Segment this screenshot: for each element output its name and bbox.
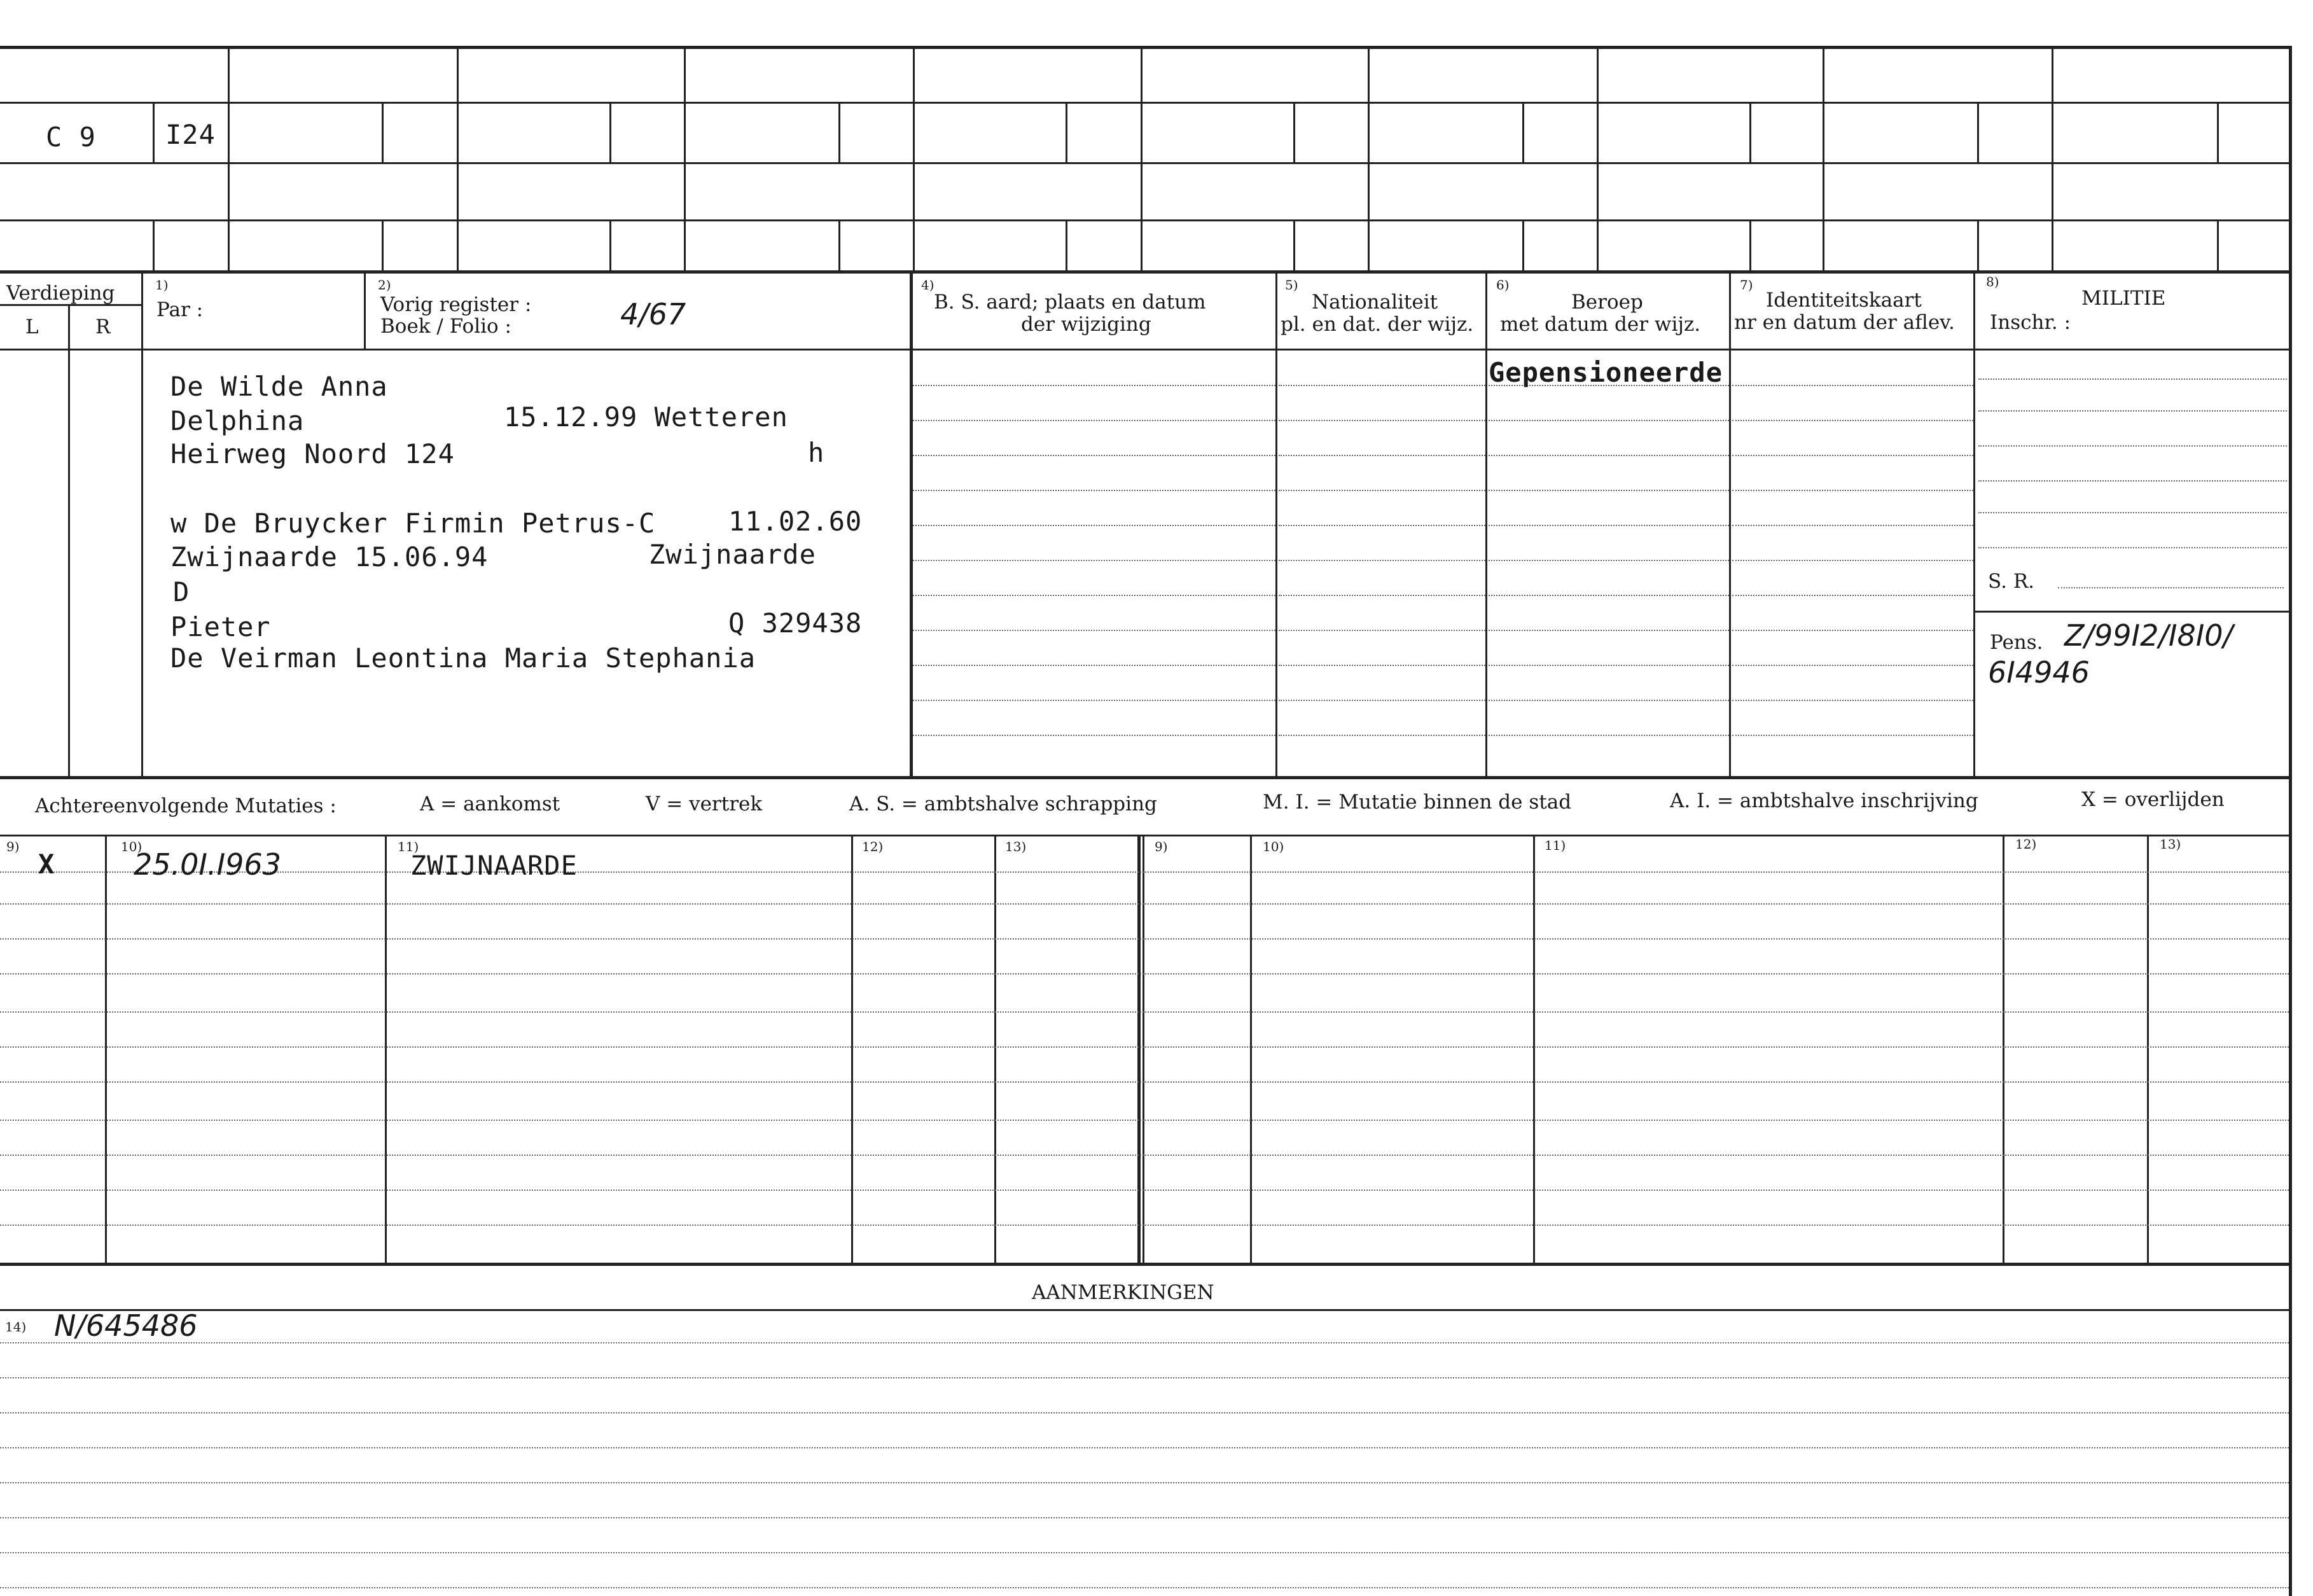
num-9: 9): [6, 839, 20, 854]
bs-header-1: B. S. aard; plaats en datum: [934, 291, 1206, 314]
id-header-1: Identiteitskaart: [1766, 289, 1922, 312]
person-line-1: De Wilde Anna: [170, 371, 388, 402]
inschr-label: Inschr. :: [1990, 311, 2071, 334]
sr-label: S. R.: [1988, 570, 2035, 593]
person-line-4-date: 11.02.60: [728, 506, 863, 537]
vorig-register-value: 4/67: [620, 297, 686, 331]
num-11b: 11): [1545, 838, 1566, 853]
person-line-3-mark: h: [808, 437, 825, 468]
num-8: 8): [1986, 274, 1999, 289]
num-6: 6): [1496, 277, 1510, 293]
legend-as: A. S. = ambtshalve schrapping: [849, 793, 1157, 815]
boek-folio-label: Boek / Folio :: [380, 315, 511, 338]
pens-value-2: 6I4946: [1988, 655, 2090, 690]
remarks-value: N/645486: [54, 1308, 198, 1343]
num-12b: 12): [2015, 836, 2037, 852]
person-line-7-code: Q 329438: [728, 607, 863, 639]
legend-x: X = overlijden: [2081, 788, 2225, 811]
pens-label: Pens.: [1990, 631, 2043, 654]
num-10: 10): [121, 839, 142, 854]
beroep-header-1: Beroep: [1571, 291, 1643, 314]
par-label: Par :: [156, 298, 204, 321]
militie-label: MILITIE: [2081, 287, 2166, 310]
code-left: C 9: [46, 121, 96, 153]
legend-ai: A. I. = ambtshalve inschrijving: [1670, 789, 1978, 812]
num-14: 14): [5, 1319, 27, 1335]
id-header-2: nr en datum der aflev.: [1734, 311, 1955, 334]
vorig-register-label: Vorig register :: [380, 293, 532, 316]
num-13: 13): [1005, 839, 1027, 854]
person-line-5-place: Zwijnaarde 15.06.94: [170, 541, 489, 572]
code-right: I24: [165, 119, 216, 150]
num-10b: 10): [1263, 839, 1284, 854]
verdieping-label: Verdieping: [6, 282, 115, 305]
legend-a: A = aankomst: [420, 793, 560, 815]
person-line-4-name: w De Bruycker Firmin Petrus-C: [170, 508, 656, 539]
legend-v: V = vertrek: [646, 793, 763, 815]
person-line-2-name: Delphina: [170, 405, 305, 436]
num-4: 4): [921, 277, 934, 293]
legend-title: Achtereenvolgende Mutaties :: [35, 795, 337, 817]
mutation-date: 25.0I.I963: [134, 847, 281, 882]
legend-mi: M. I. = Mutatie binnen de stad: [1263, 791, 1572, 814]
num-2: 2): [378, 277, 391, 293]
beroep-value: Gepensioneerde: [1489, 357, 1723, 388]
num-12: 12): [862, 839, 884, 854]
nat-header-2: pl. en dat. der wijz.: [1281, 313, 1474, 336]
num-13b: 13): [2160, 836, 2181, 852]
verdieping-r: R: [95, 316, 111, 338]
nat-header-1: Nationaliteit: [1312, 291, 1438, 314]
person-line-5-place2: Zwijnaarde: [649, 539, 816, 570]
num-5: 5): [1285, 277, 1298, 293]
bs-header-2: der wijziging: [1021, 313, 1151, 336]
remarks-title: AANMERKINGEN: [1032, 1281, 1214, 1304]
num-11: 11): [398, 839, 419, 854]
person-line-6: D: [173, 576, 190, 607]
pens-value-1: Z/99I2/I8I0/: [2064, 618, 2233, 653]
person-line-7-name: Pieter: [170, 611, 271, 642]
num-7: 7): [1740, 277, 1753, 293]
beroep-header-2: met datum der wijz.: [1500, 313, 1701, 336]
num-9b: 9): [1155, 839, 1168, 854]
mutation-place: ZWIJNAARDE: [410, 850, 578, 881]
person-line-3: Heirweg Noord 124: [170, 438, 455, 469]
verdieping-l: L: [25, 316, 39, 338]
person-line-2-date: 15.12.99 Wetteren: [504, 401, 788, 433]
person-line-8: De Veirman Leontina Maria Stephania: [170, 642, 756, 674]
num-1: 1): [155, 277, 169, 293]
mutation-type: X: [38, 849, 55, 880]
